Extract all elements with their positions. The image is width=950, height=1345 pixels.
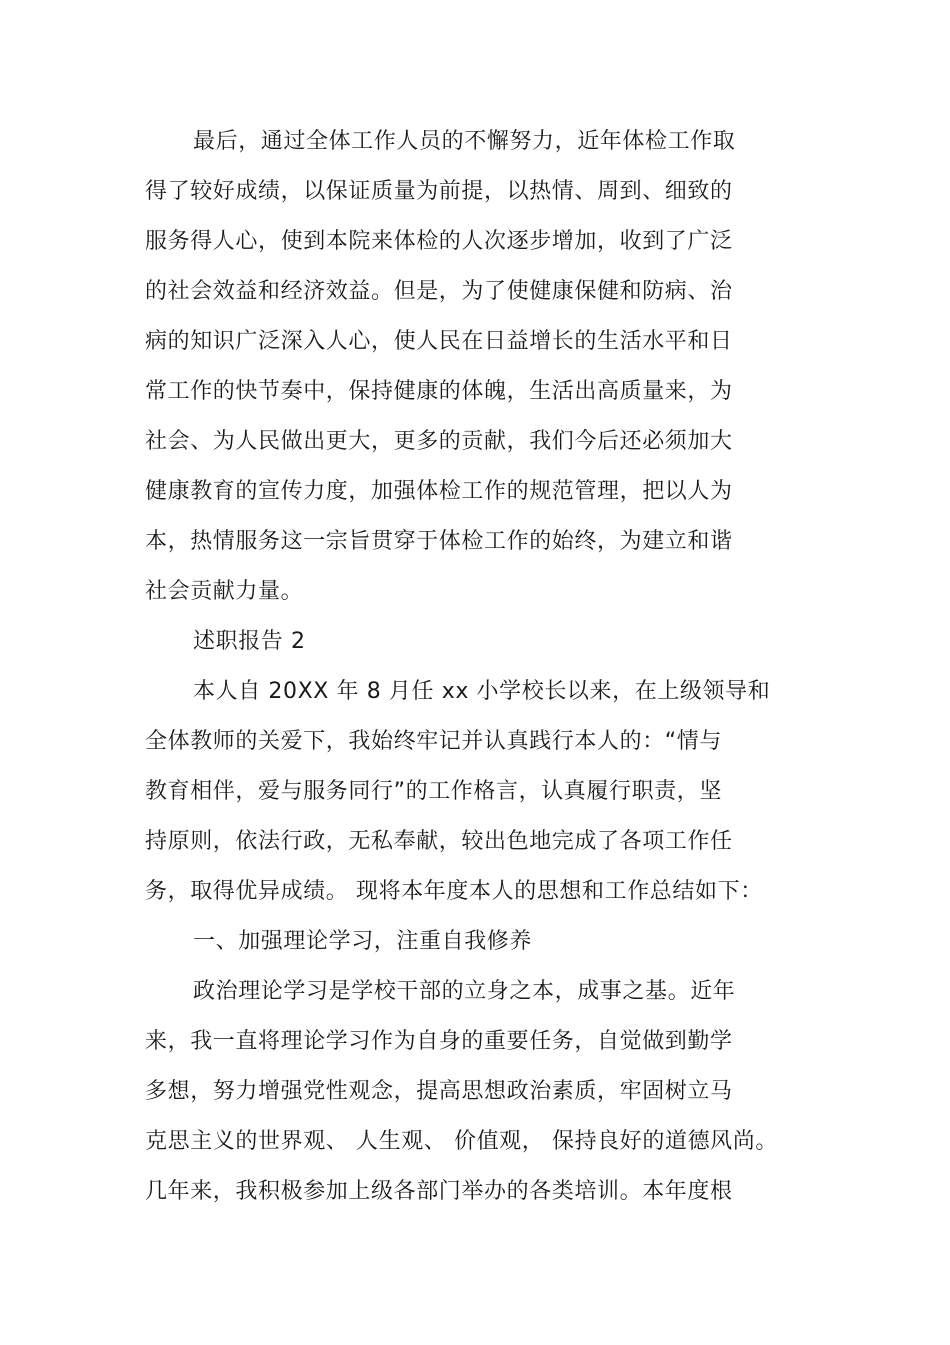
text-line: 最后，通过全体工作人员的不懈努力，近年体检工作取: [193, 129, 736, 154]
text-line: 服务得人心，使到本院来体检的人次逐步增加，收到了广泛: [145, 229, 733, 254]
text-line: 得了较好成绩，以保证质量为前提，以热情、周到、细致的: [145, 179, 733, 204]
text-line: 来，我一直将理论学习作为自身的重要任务，自觉做到勤学: [145, 1029, 733, 1054]
text-line: 几年来，我积极参加上级各部门举办的各类培训。本年度根: [145, 1179, 733, 1204]
text-line: 本，热情服务这一宗旨贯穿于体检工作的始终，为建立和谐: [145, 529, 733, 554]
text-line: 本人自 20XX 年 8 月任 xx 小学校长以来，在上级领导和: [193, 679, 771, 704]
text-line: 持原则，依法行政，无私奉献，较出色地完成了各项工作任: [145, 829, 733, 854]
text-line: 全体教师的关爱下，我始终牢记并认真践行本人的：“情与: [145, 729, 722, 754]
subsection-heading: 一、加强理论学习，注重自我修养: [193, 929, 533, 954]
text-line: 健康教育的宣传力度，加强体检工作的规范管理，把以人为: [145, 479, 733, 504]
text-line: 克思主义的世界观、 人生观、 价值观， 保持良好的道德风尚。: [145, 1129, 778, 1154]
text-line: 社会、为人民做出更大，更多的贡献，我们今后还必须加大: [145, 429, 733, 454]
text-line: 的社会效益和经济效益。但是，为了使健康保健和防病、治: [145, 279, 733, 304]
text-line: 病的知识广泛深入人心，使人民在日益增长的生活水平和日: [145, 329, 733, 354]
section-heading: 述职报告 2: [193, 629, 306, 654]
text-line: 多想，努力增强党性观念，提高思想政治素质，牢固树立马: [145, 1079, 733, 1104]
text-line: 政治理论学习是学校干部的立身之本，成事之基。近年: [193, 979, 736, 1004]
text-line: 社会贡献力量。: [145, 579, 304, 604]
text-line: 常工作的快节奏中，保持健康的体魄，生活出高质量来，为: [145, 379, 733, 404]
text-line: 务，取得优异成绩。 现将本年度本人的思想和工作总结如下：: [145, 879, 763, 904]
text-line: 教育相伴，爱与服务同行”的工作格言，认真履行职责，坚: [145, 779, 722, 804]
